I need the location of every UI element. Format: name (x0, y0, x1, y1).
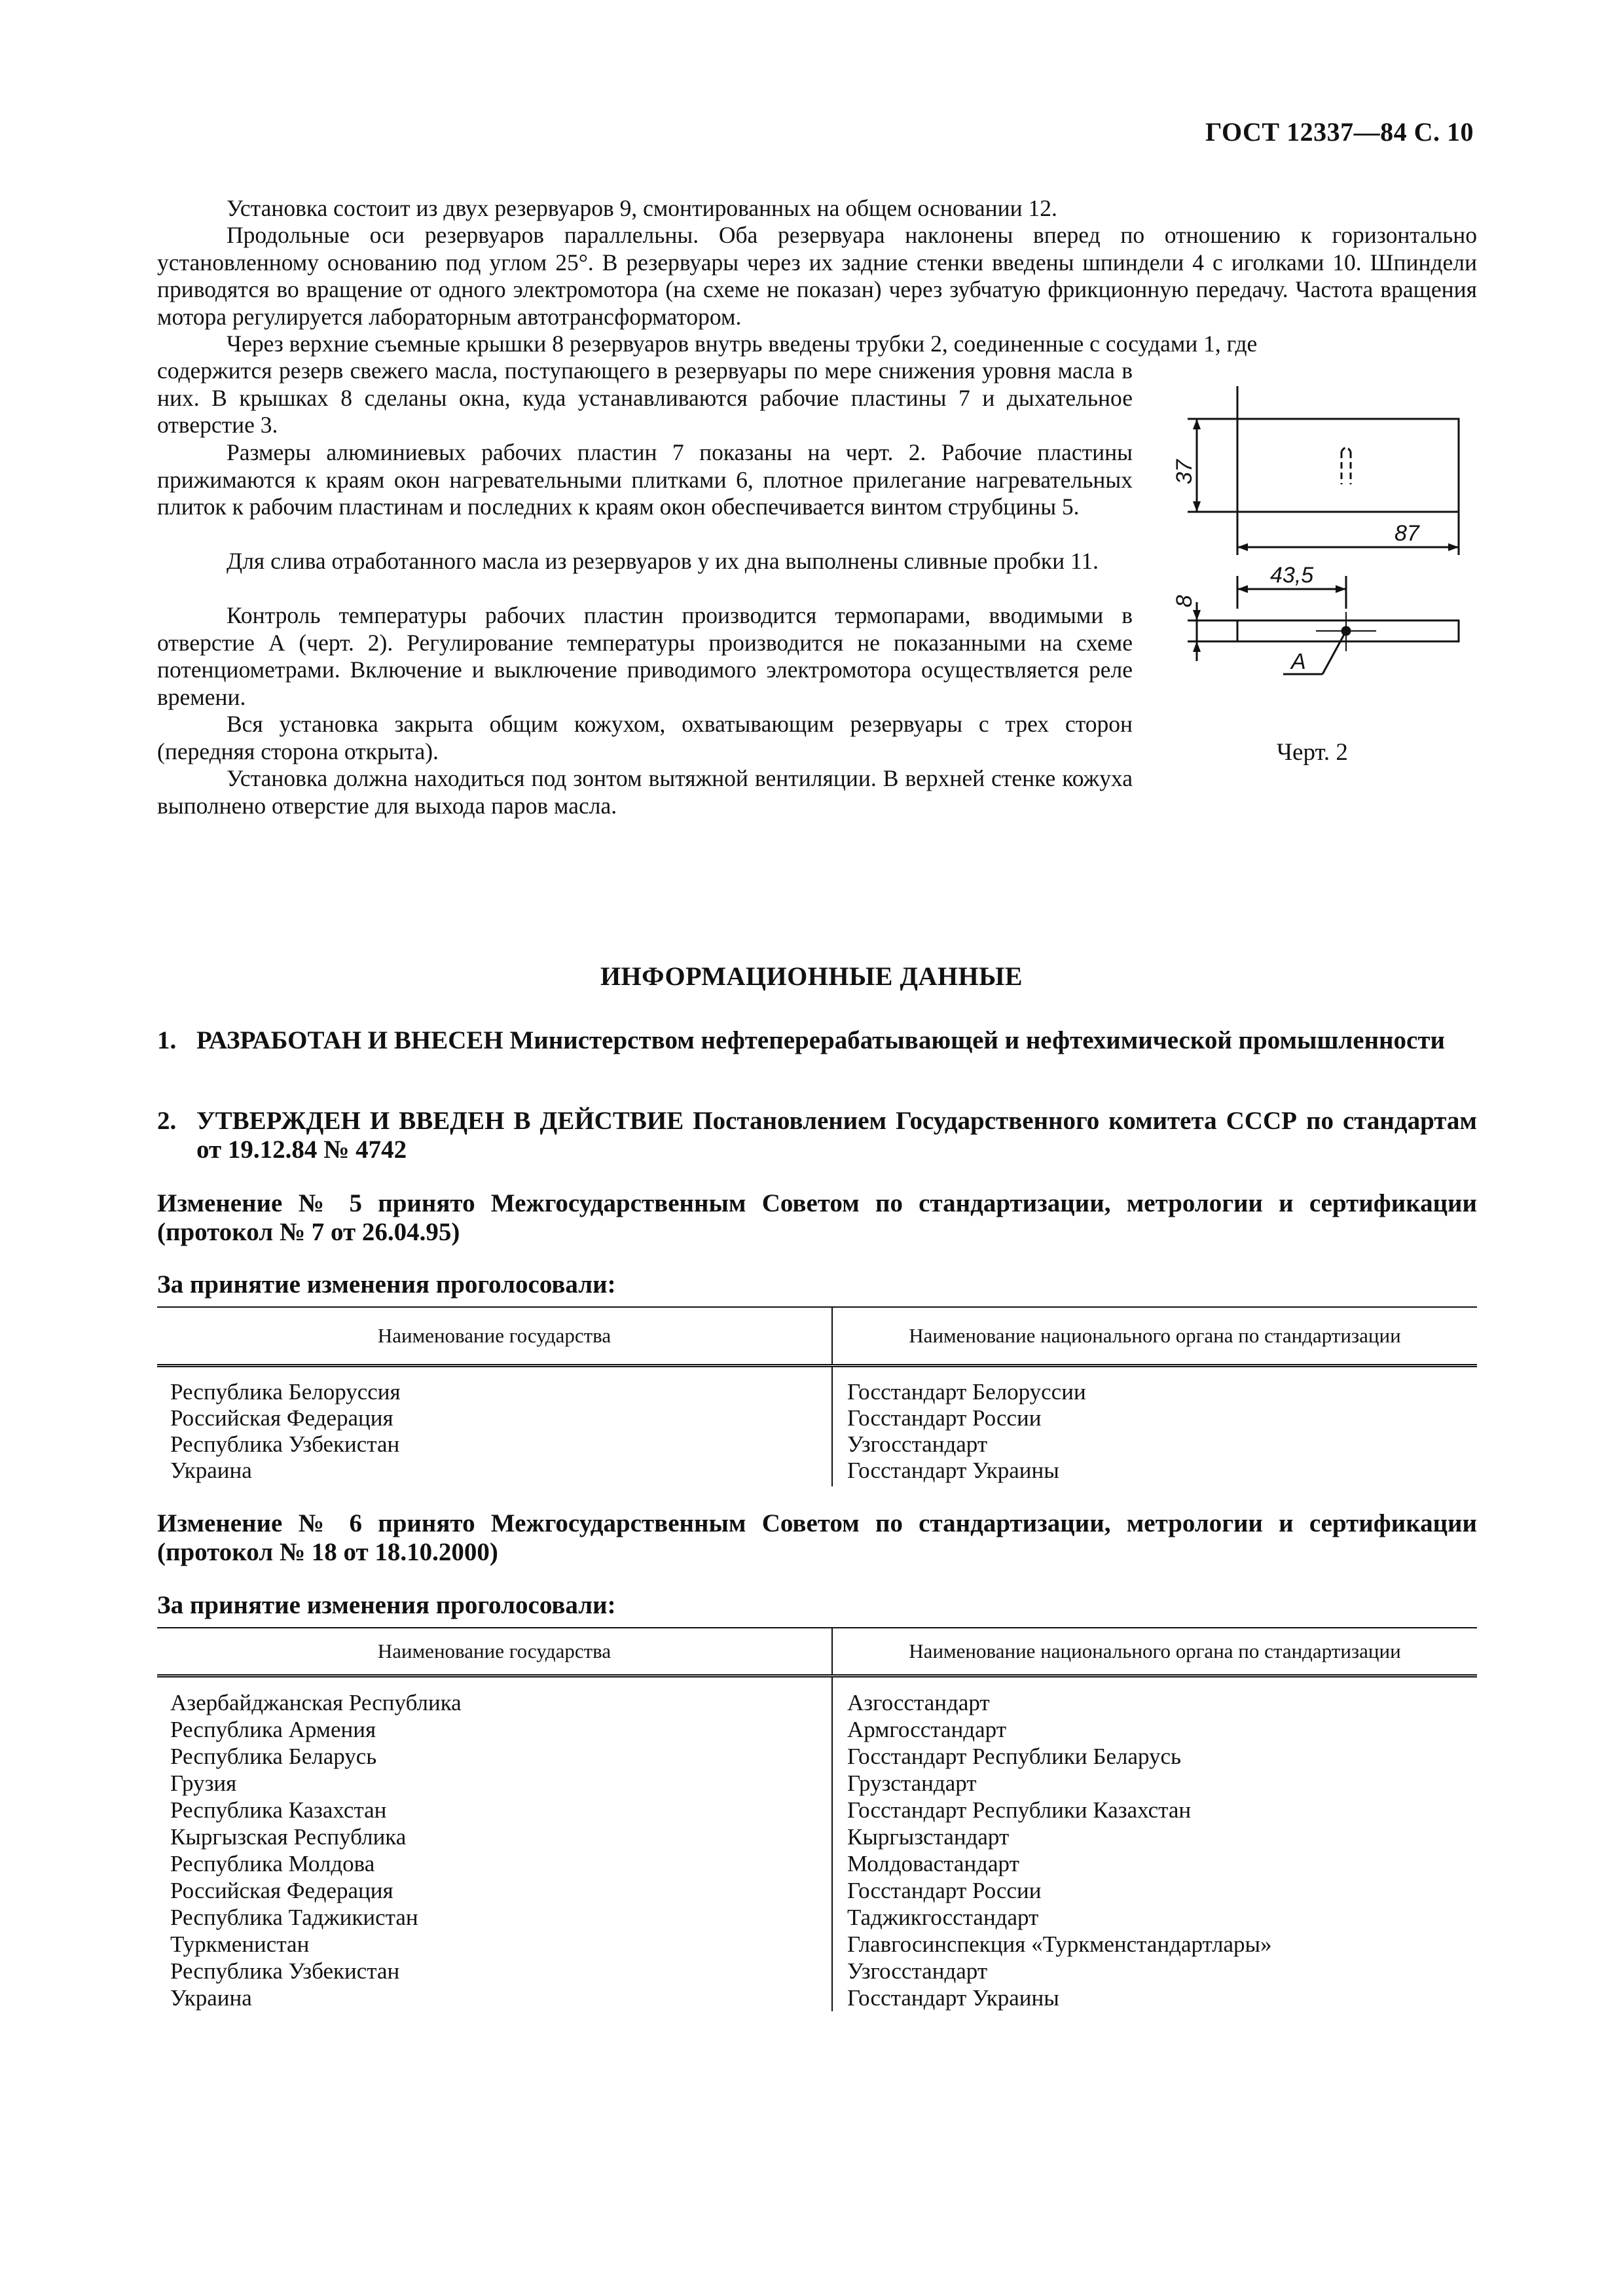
table-cell: Грузия (157, 1770, 832, 1797)
table-row (157, 1984, 1477, 2011)
paragraph-text: Вся установка закрыта общим кожухом, охватывающим резервуары с трех сторон (передняя сторона открыта). (157, 711, 1133, 764)
table-cell: Республика Белоруссия (157, 1366, 832, 1406)
table-cell: Кыргызстандарт (847, 1824, 1010, 1850)
paragraph-text: Установка состоит из двух резервуаров 9, смонтированных на общем основании 12. (227, 195, 1057, 221)
column-header: Наименование национального органа по стандартизации (832, 1307, 1477, 1366)
table-cell: Республика Армения (157, 1716, 832, 1743)
column-header: Наименование национального органа по стандартизации (832, 1628, 1477, 1676)
dim-length-label: 87 (1395, 521, 1419, 546)
table-row (157, 1716, 1477, 1743)
table-row (157, 1770, 1477, 1797)
table-cell: Госстандарт Республики Беларусь (847, 1744, 1182, 1769)
info-item (157, 1026, 1477, 1055)
table-row (157, 1676, 1477, 1717)
table-row (157, 1431, 1477, 1458)
section-title: ИНФОРМАЦИОННЫЕ ДАННЫЕ (600, 961, 1023, 991)
table-cell: Узгосстандарт (847, 1958, 988, 1984)
table-cell: Украина (157, 1458, 832, 1486)
table-cell: Главгосинспекция «Туркменстандартлары» (847, 1931, 1272, 1957)
table-row (157, 1877, 1477, 1904)
table-cell: Республика Молдова (157, 1850, 832, 1877)
table-cell: Азгосстандарт (847, 1690, 990, 1715)
paragraph (157, 331, 1477, 358)
table-cell: Республика Таджикистан (157, 1904, 832, 1931)
paragraph (157, 195, 1477, 223)
paragraph (157, 439, 1133, 521)
table-cell: Кыргызская Республика (157, 1823, 832, 1850)
table-cell: Российская Федерация (157, 1405, 832, 1431)
table-cell: Грузстандарт (847, 1770, 977, 1796)
table-cell: Госстандарт России (847, 1878, 1042, 1903)
table-row (157, 1823, 1477, 1850)
page-header: ГОСТ 12337—84 С. 10 (1205, 117, 1474, 147)
plate-drawing (1165, 386, 1473, 713)
column-header: Наименование государства (157, 1307, 832, 1366)
paragraph-text: содержится резерв свежего масла, поступающего в резервуары по мере снижения уровня масла в них. В крышках 8 сделаны окна, куда устанавливаются рабочие пластины 7 и дыхательное отверстие 3. (157, 357, 1133, 438)
table-cell: Республика Узбекистан (157, 1431, 832, 1458)
paragraph-text: Для слива отработанного масла из резервуаров у их дна выполнены сливные пробки 11. (227, 548, 1099, 574)
figure-caption: Черт. 2 (1277, 739, 1348, 766)
paragraph (157, 602, 1133, 711)
plate-top-view (1237, 419, 1459, 512)
item-text: РАЗРАБОТАН И ВНЕСЕН Министерством нефтеперерабатывающей и нефтехимической промышленности (196, 1026, 1445, 1054)
table-cell: Молдовастандарт (847, 1851, 1019, 1876)
change-note: Изменение № 6 принято Межгосударственным Советом по стандартизации, метрологии и сертификации (протокол № 18 от 18.10.2000) (157, 1509, 1477, 1566)
table-cell: Госстандарт Украины (847, 1458, 1059, 1483)
dim-thickness-label: 8 (1172, 595, 1197, 607)
vote-heading: За принятие изменения проголосовали: (157, 1270, 616, 1299)
paragraph (157, 222, 1477, 331)
paragraph-text: Установка должна находиться под зонтом вытяжной вентиляции. В верхней стенке кожуха выполнено отверстие для выхода паров масла. (157, 765, 1133, 819)
vote-heading: За принятие изменения проголосовали: (157, 1591, 616, 1619)
paragraph (157, 765, 1133, 819)
dim-height-label: 37 (1172, 459, 1197, 484)
table-cell: Армгосстандарт (847, 1717, 1006, 1742)
table-cell: Азербайджанская Республика (157, 1676, 832, 1717)
table-cell: Российская Федерация (157, 1877, 832, 1904)
table-cell: Госстандарт Украины (847, 1985, 1059, 2011)
table-cell: Туркменистан (157, 1931, 832, 1958)
info-item (157, 1107, 1477, 1164)
dim-half-label: 43,5 (1270, 563, 1314, 588)
item-number: 1. (157, 1026, 177, 1054)
table-row (157, 1366, 1477, 1406)
paragraph-text: Контроль температуры рабочих пластин производится термопарами, вводимыми в отверстие А (черт. 2). Регулирование температуры производится не показанными на схеме потенциометрами. Включение и выключение приводимого электромотора осуществляется реле времени. (157, 602, 1133, 710)
item-text: УТВЕРЖДЕН И ВВЕДЕН В ДЕЙСТВИЕ Постановлением Государственного комитета СССР по стандартам от 19.12.84 № 4742 (196, 1107, 1477, 1164)
paragraph (157, 548, 1133, 575)
table-cell: Госстандарт Белоруссии (847, 1379, 1086, 1405)
item-number: 2. (157, 1107, 177, 1135)
table-cell: Госстандарт Республики Казахстан (847, 1797, 1192, 1823)
paragraph-text: Продольные оси резервуаров параллельны. Оба резервуара наклонены вперед по отношению к горизонтально установленному основанию под углом 25°. В резервуары через их задние стенки введены шпиндели 4 с иголками 10. Шпиндели приводятся во вращение от одного электромотора (на схеме не показан) через зубчатую фрикционную передачу. Частота вращения мотора регулируется лабораторным автотрансформатором. (157, 222, 1477, 330)
voting-table (157, 1627, 1477, 2011)
paragraph (157, 357, 1133, 439)
column-header: Наименование государства (157, 1628, 832, 1676)
table-row (157, 1458, 1477, 1486)
paragraph-text: Размеры алюминиевых рабочих пластин 7 показаны на черт. 2. Рабочие пластины прижимаются к краям окон нагревательными плитками 6, плотное прилегание нагревательных плиток к рабочим пластинам и последних к краям окон обеспечивается винтом струбцины 5. (157, 439, 1133, 520)
table-cell: Узгосстандарт (847, 1431, 988, 1457)
table-row (157, 1797, 1477, 1823)
table-row (157, 1904, 1477, 1931)
table-row (157, 1850, 1477, 1877)
table-cell: Таджикгосстандарт (847, 1905, 1039, 1930)
paragraph (157, 711, 1133, 765)
table-cell: Госстандарт России (847, 1405, 1042, 1431)
table-row (157, 1931, 1477, 1958)
table-cell: Украина (157, 1984, 832, 2011)
table-row (157, 1958, 1477, 1984)
paragraph-text: Через верхние съемные крышки 8 резервуаров внутрь введены трубки 2, соединенные с сосудами 1, где (227, 331, 1258, 357)
table-cell: Республика Беларусь (157, 1743, 832, 1770)
table-row (157, 1405, 1477, 1431)
table-cell: Республика Казахстан (157, 1797, 832, 1823)
change-note: Изменение № 5 принято Межгосударственным Советом по стандартизации, метрологии и сертификации (протокол № 7 от 26.04.95) (157, 1189, 1477, 1246)
hole-label: А (1291, 649, 1306, 674)
voting-table (157, 1306, 1477, 1486)
table-row (157, 1743, 1477, 1770)
table-cell: Республика Узбекистан (157, 1958, 832, 1984)
